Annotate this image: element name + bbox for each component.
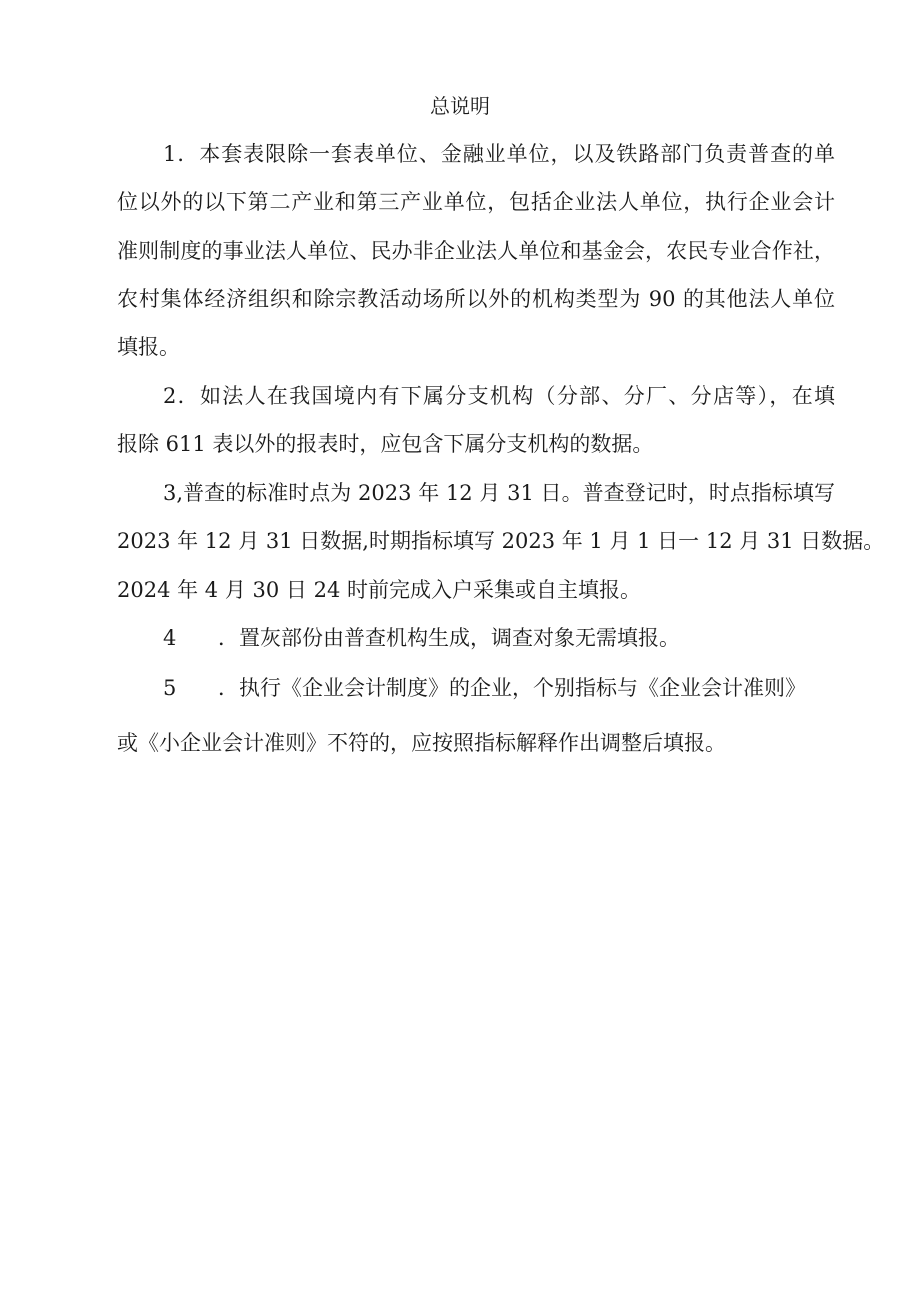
item-2-line-1: 2．如法人在我国境内有下属分支机构（分部、分厂、分店等），在填 — [163, 384, 835, 408]
item-3-line-1: 3,普查的标准时点为 2023 年 12 月 31 日。普查登记时，时点指标填写 — [163, 481, 835, 505]
item-5-text: ．执行《企业会计制度》的企业，个别指标与《企业会计准则》 — [218, 676, 806, 700]
item-1-line-1: 1．本套表限除一套表单位、金融业单位，以及铁路部门负责普查的单 — [163, 142, 835, 166]
item-1-line-2: 位以外的以下第二产业和第三产业单位，包括企业法人单位，执行企业会计 — [117, 190, 835, 214]
item-4-number: 4 — [163, 626, 177, 650]
item-5-number: 5 — [163, 676, 177, 700]
item-3-line-3: 2024 年 4 月 30 日 24 时前完成入户采集或自主填报。 — [117, 578, 641, 602]
item-1-line-3: 准则制度的事业法人单位、民办非企业法人单位和基金会，农民专业合作社， — [117, 239, 835, 263]
document-title: 总说明 — [430, 94, 490, 118]
item-1-line-5: 填报。 — [117, 335, 180, 359]
item-5-continuation: 或《小企业会计准则》不符的，应按照指标解释作出调整后填报。 — [117, 731, 726, 755]
item-3-line-2: 2023 年 12 月 31 日数据,时期指标填写 2023 年 1 月 1 日一 12 月 31 日数据。 — [117, 529, 885, 553]
item-1-line-4: 农村集体经济组织和除宗教活动场所以外的机构类型为 90 的其他法人单位 — [117, 287, 835, 311]
item-4-text: ．置灰部份由普查机构生成，调查对象无需填报。 — [218, 626, 680, 650]
item-2-line-2: 报除 611 表以外的报表时，应包含下属分支机构的数据。 — [117, 432, 654, 456]
